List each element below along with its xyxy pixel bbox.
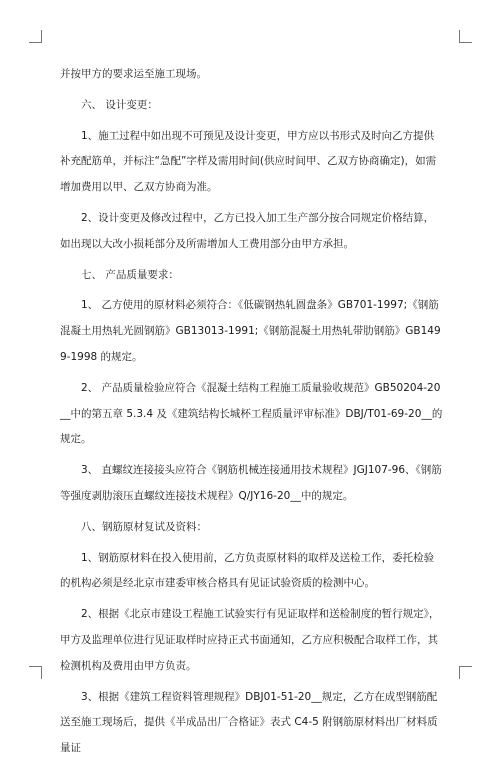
section-heading: 六、 设计变更： bbox=[81, 98, 158, 111]
paragraph: 3、 直螺纹连接接头应符合《钢筋机械连接通用技术规程》JGJ107-96、《钢筋等强度剥肋滚压直螺纹连接技术规程》Q/JY16-20__中的规定。 bbox=[60, 464, 442, 502]
paragraph: 1、钢筋原材料在投入使用前，乙方负责原材料的取样及送检工作，委托检验的机构必须是经北京市建委审核合格具有见证试验资质的检测中心。 bbox=[60, 551, 435, 590]
crop-mark-top-right bbox=[459, 30, 472, 43]
crop-mark-top-left bbox=[29, 30, 42, 43]
crop-mark-bottom-right bbox=[459, 666, 472, 679]
paragraph: 2、 产品质量检验应符合《混凝土结构工程施工质量验收规范》GB50204-20__中的第五章 5.3.4 及《建筑结构长城杯工程质量评审标准》DBJ/T01-69-20__的规定。 bbox=[60, 381, 443, 446]
paragraph: 2、根据《北京市建设工程施工试验实行有见证取样和送检制度的暂行规定》，甲方及监理单位进行见证取样时应持正式书面通知，乙方应积极配合取样工作，其检测机构及费用由甲方负责。 bbox=[60, 608, 440, 672]
paragraph: 1、 乙方使用的原材料必须符合：《低碳钢热轧圆盘条》GB701-1997;《钢筋混凝土用热轧光圆钢筋》GB13013-1991;《钢筋混凝土用热轧带肋钢筋》GB1499-1998 的规定。 bbox=[60, 299, 441, 363]
paragraph: 并按甲方的要求运至施工现场。 bbox=[60, 68, 207, 80]
section-heading: 八、钢筋原材复试及资料： bbox=[81, 520, 207, 533]
section-heading: 七、 产品质量要求： bbox=[81, 268, 179, 281]
paragraph: 3、根据《建筑工程资料管理规程》DBJ01-51-20__规定，乙方在成型钢筋配送至施工现场后，提供《半成品出厂合格证》表式 C4-5 附钢筋原材料出厂材料质量证 bbox=[60, 690, 438, 755]
document-body bbox=[60, 62, 444, 767]
paragraph: 2、设计变更及修改过程中，乙方已投入加工生产部分按合同规定价格结算，如出现以大改小损耗部分及所需增加人工费用部分由甲方承担。 bbox=[60, 211, 435, 250]
paragraph: 1、施工过程中如出现不可预见及设计变更，甲方应以书形式及时向乙方提供补充配筋单，并标注“急配”字样及需用时间(供应时间甲、乙双方协商确定)，如需增加费用以甲、乙双方协商为准。 bbox=[60, 129, 437, 194]
crop-mark-bottom-left bbox=[29, 666, 42, 679]
